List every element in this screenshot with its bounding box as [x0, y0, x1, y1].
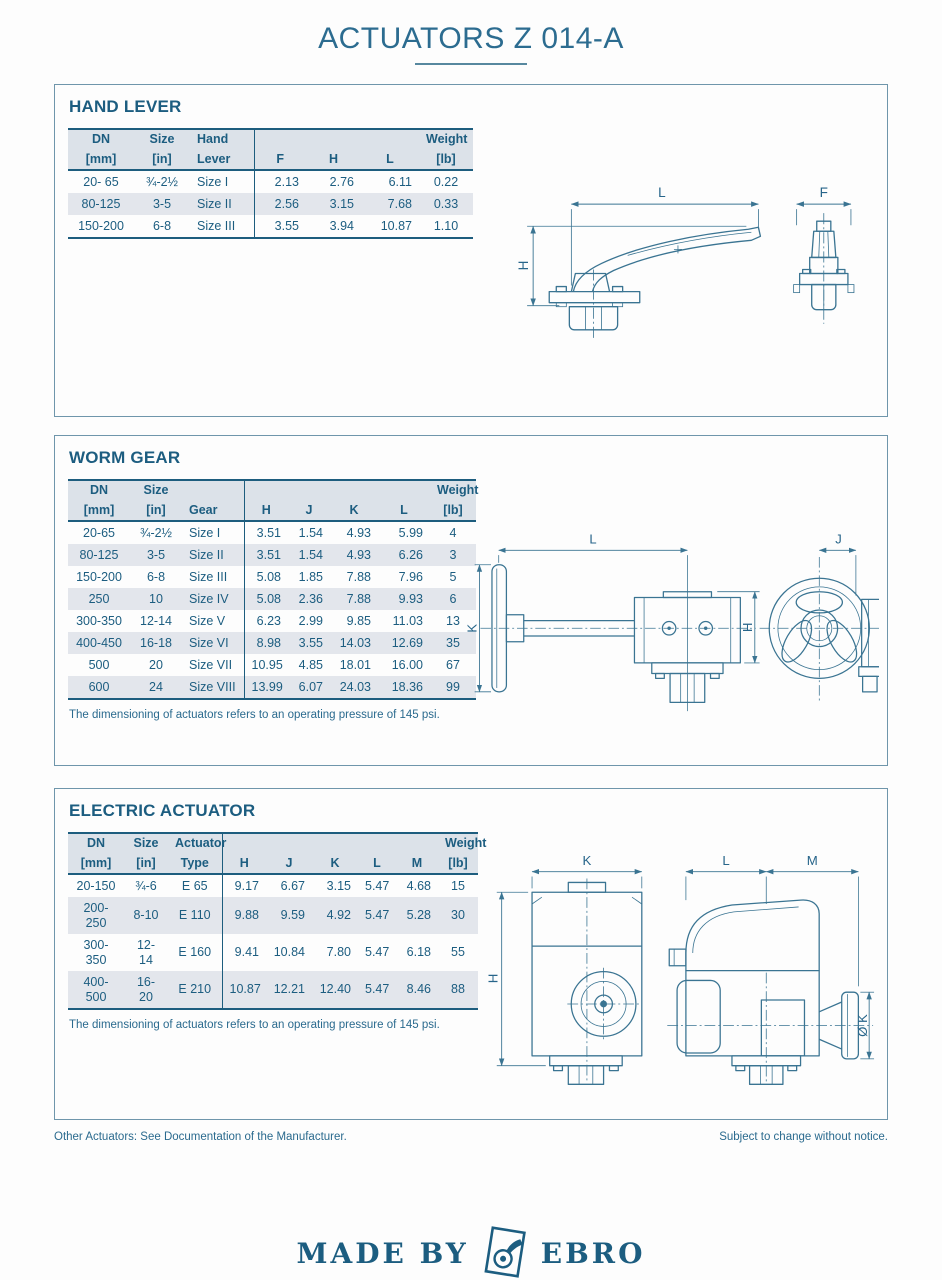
- table-cell: 99: [446, 679, 460, 694]
- table-cell: 3.15: [329, 196, 354, 211]
- table-cell: 16-18: [140, 635, 172, 650]
- table-cell: 80-125: [79, 547, 119, 562]
- column-header: Lever: [190, 150, 254, 171]
- table-cell: Size III: [197, 218, 236, 233]
- table-cell: 2.99: [298, 613, 323, 628]
- section-title-electric-actuator: ELECTRIC ACTUATOR: [69, 801, 256, 820]
- made-by-ebro-logo: [0, 1225, 942, 1280]
- table-cell: 3-5: [146, 547, 166, 562]
- section-worm-gear: [54, 435, 888, 766]
- column-header: Weight: [430, 480, 476, 501]
- header-row: [68, 854, 478, 875]
- table-cell: 20-150: [76, 878, 116, 893]
- table-cell: 9.17: [222, 874, 266, 897]
- title-underline: [415, 63, 527, 65]
- table-cell: 12.40: [319, 982, 351, 997]
- table-cell: 6: [449, 591, 457, 606]
- table-cell: 12-14: [140, 613, 172, 628]
- column-header: Actuator: [168, 833, 222, 854]
- column-header: [288, 480, 330, 501]
- table-cell: 4.93: [346, 547, 371, 562]
- footer-right-note: Subject to change without notice.: [719, 1131, 888, 1143]
- table-cell: 3.55: [298, 635, 323, 650]
- table-cell: 3.94: [329, 218, 354, 233]
- table-cell: 5.47: [365, 878, 390, 893]
- electric-actuator-note: The dimensioning of actuators refers to an operating pressure of 145 psi.: [69, 1019, 440, 1032]
- table-cell: 9.88: [222, 897, 266, 934]
- column-header: [244, 480, 288, 501]
- table-cell: 3-5: [152, 196, 172, 211]
- header-row: [68, 129, 473, 150]
- table-cell: Size II: [197, 196, 232, 211]
- table-row: [68, 874, 478, 897]
- hand-lever-table: [68, 128, 473, 239]
- table-cell: 6.07: [298, 679, 323, 694]
- table-cell: 3.15: [326, 878, 351, 893]
- dim-label-j: J: [835, 532, 842, 547]
- table-cell: Size I: [197, 174, 229, 189]
- table-cell: 7.96: [398, 569, 423, 584]
- table-cell: 3.51: [244, 521, 288, 544]
- table-cell: 4.93: [346, 525, 371, 540]
- table-cell: Size VIII: [189, 679, 236, 694]
- table-cell: 13: [446, 613, 460, 628]
- table-row: [68, 588, 476, 610]
- table-cell: 5.08: [244, 588, 288, 610]
- column-header: [lb]: [438, 854, 478, 875]
- table-cell: 10.87: [380, 218, 412, 233]
- table-cell: 12.69: [391, 635, 423, 650]
- table-cell: 400-450: [76, 635, 122, 650]
- table-cell: 12.21: [273, 982, 305, 997]
- table-cell: 4: [449, 525, 457, 540]
- table-cell: E 65: [181, 878, 208, 893]
- dim-label-k: K: [465, 623, 480, 633]
- table-cell: ¾-6: [135, 878, 157, 893]
- table-cell: 2.76: [329, 174, 354, 189]
- table-cell: 10: [149, 591, 163, 606]
- table-cell: 600: [88, 679, 110, 694]
- section-electric-actuator: [54, 788, 888, 1120]
- table-cell: 0.33: [433, 196, 459, 211]
- column-header: [254, 129, 306, 150]
- table-cell: 20- 65: [83, 174, 119, 189]
- table-cell: 3.55: [254, 215, 306, 238]
- column-header: [182, 480, 244, 501]
- table-cell: 8-10: [133, 908, 159, 923]
- table-cell: 7.88: [346, 569, 371, 584]
- header-row: [68, 501, 476, 522]
- header-row: [68, 480, 476, 501]
- table-cell: 8.46: [406, 982, 431, 997]
- table-row: [68, 193, 473, 215]
- table-cell: 6.23: [244, 610, 288, 632]
- column-header: [222, 833, 266, 854]
- column-header: [lb]: [419, 150, 473, 171]
- ebro-valve-icon: [482, 1225, 528, 1280]
- table-cell: 7.80: [326, 945, 351, 960]
- table-cell: 2.56: [254, 193, 306, 215]
- table-cell: 6-8: [146, 569, 166, 584]
- table-cell: Size I: [189, 525, 221, 540]
- column-header: Weight: [419, 129, 473, 150]
- column-header: L: [358, 854, 396, 875]
- column-header: Size: [124, 833, 168, 854]
- table-row: [68, 610, 476, 632]
- column-header: J: [288, 501, 330, 522]
- electric-actuator-table: [68, 832, 487, 1010]
- table-cell: 0.22: [433, 174, 459, 189]
- dim-label-h: H: [485, 973, 501, 984]
- dim-label-k: K: [582, 855, 592, 868]
- section-title-worm-gear: WORM GEAR: [69, 448, 181, 467]
- table-cell: 7.68: [387, 196, 412, 211]
- table-cell: Size VI: [189, 635, 229, 650]
- column-header: H: [222, 854, 266, 875]
- table-row: [68, 215, 473, 238]
- header-row: [68, 833, 478, 854]
- column-header: Weight: [438, 833, 478, 854]
- column-header: DN: [68, 833, 124, 854]
- column-header: [378, 480, 430, 501]
- table-cell: 1.10: [433, 218, 459, 233]
- table-cell: 11.03: [392, 613, 423, 628]
- table-row: [68, 654, 476, 676]
- column-header: [mm]: [68, 854, 124, 875]
- table-cell: E 210: [178, 982, 212, 997]
- column-header: Hand: [190, 129, 254, 150]
- section-title-hand-lever: HAND LEVER: [69, 97, 182, 116]
- table-cell: 3.51: [244, 544, 288, 566]
- table-cell: 5: [449, 569, 457, 584]
- table-cell: 15: [451, 878, 465, 893]
- table-row: [68, 934, 478, 971]
- page-title: ACTUATORS Z 014-A: [318, 22, 624, 55]
- column-header: L: [378, 501, 430, 522]
- column-header: [in]: [124, 854, 168, 875]
- table-cell: 5.99: [398, 525, 423, 540]
- table-cell: 12-14: [136, 937, 156, 967]
- column-header: [330, 480, 378, 501]
- column-header: H: [306, 150, 361, 171]
- column-header: [312, 833, 358, 854]
- table-cell: 88: [451, 982, 465, 997]
- column-header: K: [312, 854, 358, 875]
- table-cell: 4.92: [326, 908, 351, 923]
- table-cell: 5.08: [244, 566, 288, 588]
- table-cell: 5.47: [365, 982, 390, 997]
- table-cell: 250: [88, 591, 110, 606]
- table-cell: 16-20: [136, 974, 156, 1004]
- table-cell: 7.88: [346, 591, 371, 606]
- table-cell: 150-200: [78, 218, 124, 233]
- section-hand-lever: [54, 84, 888, 417]
- table-cell: ¾-2½: [146, 174, 178, 189]
- table-cell: 300-350: [83, 937, 109, 967]
- table-cell: 13.99: [244, 676, 288, 699]
- table-row: [68, 566, 476, 588]
- worm-gear-technical-drawing: [465, 532, 879, 725]
- table-cell: Size IV: [189, 591, 229, 606]
- table-row: [68, 676, 476, 699]
- dim-label-f: F: [819, 185, 828, 201]
- column-header: K: [330, 501, 378, 522]
- electric-actuator-drawing: [485, 855, 877, 1090]
- dim-label-l: L: [722, 855, 730, 868]
- table-cell: ¾-2½: [140, 525, 172, 540]
- table-cell: 1.85: [298, 569, 323, 584]
- table-cell: 80-125: [81, 196, 121, 211]
- column-header: [mm]: [68, 150, 134, 171]
- table-cell: 3: [449, 547, 457, 562]
- footer-left-note: Other Actuators: See Documentation of the Manufacturer.: [54, 1131, 347, 1143]
- table-cell: 16.00: [391, 657, 423, 672]
- table-cell: 35: [446, 635, 460, 650]
- column-header: L: [361, 150, 419, 171]
- table-cell: 24: [149, 679, 163, 694]
- worm-gear-drawing: [465, 532, 879, 730]
- worm-gear-table: [68, 479, 479, 700]
- table-cell: Size III: [189, 569, 228, 584]
- dim-label-m: M: [806, 855, 818, 868]
- logo-made-by-text: MADE BY: [296, 1236, 469, 1270]
- table-cell: 10.87: [222, 971, 266, 1009]
- table-cell: 6.11: [388, 174, 412, 189]
- table-cell: 9.59: [280, 908, 305, 923]
- table-cell: 6.67: [280, 878, 305, 893]
- table-cell: 20-65: [83, 525, 115, 540]
- footer: [54, 1131, 888, 1143]
- table-cell: 8.98: [244, 632, 288, 654]
- column-header: [in]: [130, 501, 182, 522]
- table-row: [68, 897, 478, 934]
- column-header: DN: [68, 129, 134, 150]
- table-cell: 20: [149, 657, 163, 672]
- column-header: H: [244, 501, 288, 522]
- table-cell: 5.47: [365, 908, 390, 923]
- table-cell: 2.36: [298, 591, 323, 606]
- table-row: [68, 544, 476, 566]
- dim-label-h: H: [516, 260, 532, 271]
- table-cell: 30: [451, 908, 465, 923]
- column-header: Size: [134, 129, 190, 150]
- table-cell: 150-200: [76, 569, 122, 584]
- column-header: Size: [130, 480, 182, 501]
- table-row: [68, 170, 473, 193]
- table-cell: 6.26: [398, 547, 423, 562]
- table-cell: 500: [88, 657, 110, 672]
- table-cell: 9.41: [222, 934, 266, 971]
- table-cell: 24.03: [339, 679, 371, 694]
- table-cell: E 110: [178, 908, 211, 923]
- table-cell: Size V: [189, 613, 226, 628]
- table-cell: 10.95: [244, 654, 288, 676]
- table-cell: Size VII: [189, 657, 233, 672]
- table-cell: Size II: [189, 547, 224, 562]
- dim-label-diameter-k: Ø K: [855, 1014, 871, 1037]
- column-header: J: [266, 854, 312, 875]
- table-cell: 9.93: [398, 591, 423, 606]
- column-header: [396, 833, 438, 854]
- column-header: M: [396, 854, 438, 875]
- table-cell: 4.85: [298, 657, 323, 672]
- table-cell: E 160: [178, 945, 212, 960]
- table-cell: 18.01: [339, 657, 371, 672]
- title-block: [0, 0, 942, 65]
- column-header: [358, 833, 396, 854]
- dim-label-l: L: [589, 532, 597, 547]
- column-header: Gear: [182, 501, 244, 522]
- table-row: [68, 971, 478, 1009]
- table-cell: 4.68: [406, 878, 431, 893]
- table-cell: 55: [451, 945, 465, 960]
- header-row: [68, 150, 473, 171]
- table-cell: 6.18: [406, 945, 431, 960]
- table-cell: 1.54: [298, 525, 323, 540]
- table-row: [68, 521, 476, 544]
- table-row: [68, 632, 476, 654]
- table-cell: 14.03: [339, 635, 371, 650]
- column-header: [266, 833, 312, 854]
- column-header: [mm]: [68, 501, 130, 522]
- dim-label-h: H: [739, 622, 755, 633]
- column-header: [306, 129, 361, 150]
- column-header: F: [254, 150, 306, 171]
- table-cell: 300-350: [76, 613, 122, 628]
- table-cell: 10.84: [273, 945, 305, 960]
- column-header: [361, 129, 419, 150]
- table-cell: 5.28: [406, 908, 431, 923]
- table-cell: 400-500: [83, 974, 109, 1004]
- table-cell: 2.13: [254, 170, 306, 193]
- table-cell: 1.54: [298, 547, 323, 562]
- column-header: [in]: [134, 150, 190, 171]
- table-cell: 6-8: [152, 218, 172, 233]
- column-header: DN: [68, 480, 130, 501]
- table-cell: 67: [446, 657, 460, 672]
- electric-actuator-technical-drawing: [485, 855, 877, 1085]
- column-header: Type: [168, 854, 222, 875]
- column-header: [lb]: [430, 501, 476, 522]
- table-cell: 18.36: [391, 679, 423, 694]
- table-cell: 9.85: [346, 613, 371, 628]
- hand-lever-technical-drawing: [509, 183, 861, 344]
- hand-lever-drawing: [509, 183, 861, 349]
- dim-label-l: L: [658, 185, 666, 201]
- logo-brand-text: EBRO: [540, 1236, 646, 1270]
- table-cell: 5.47: [365, 945, 390, 960]
- worm-gear-note: The dimensioning of actuators refers to an operating pressure of 145 psi.: [69, 709, 440, 722]
- table-cell: 200-250: [83, 900, 109, 930]
